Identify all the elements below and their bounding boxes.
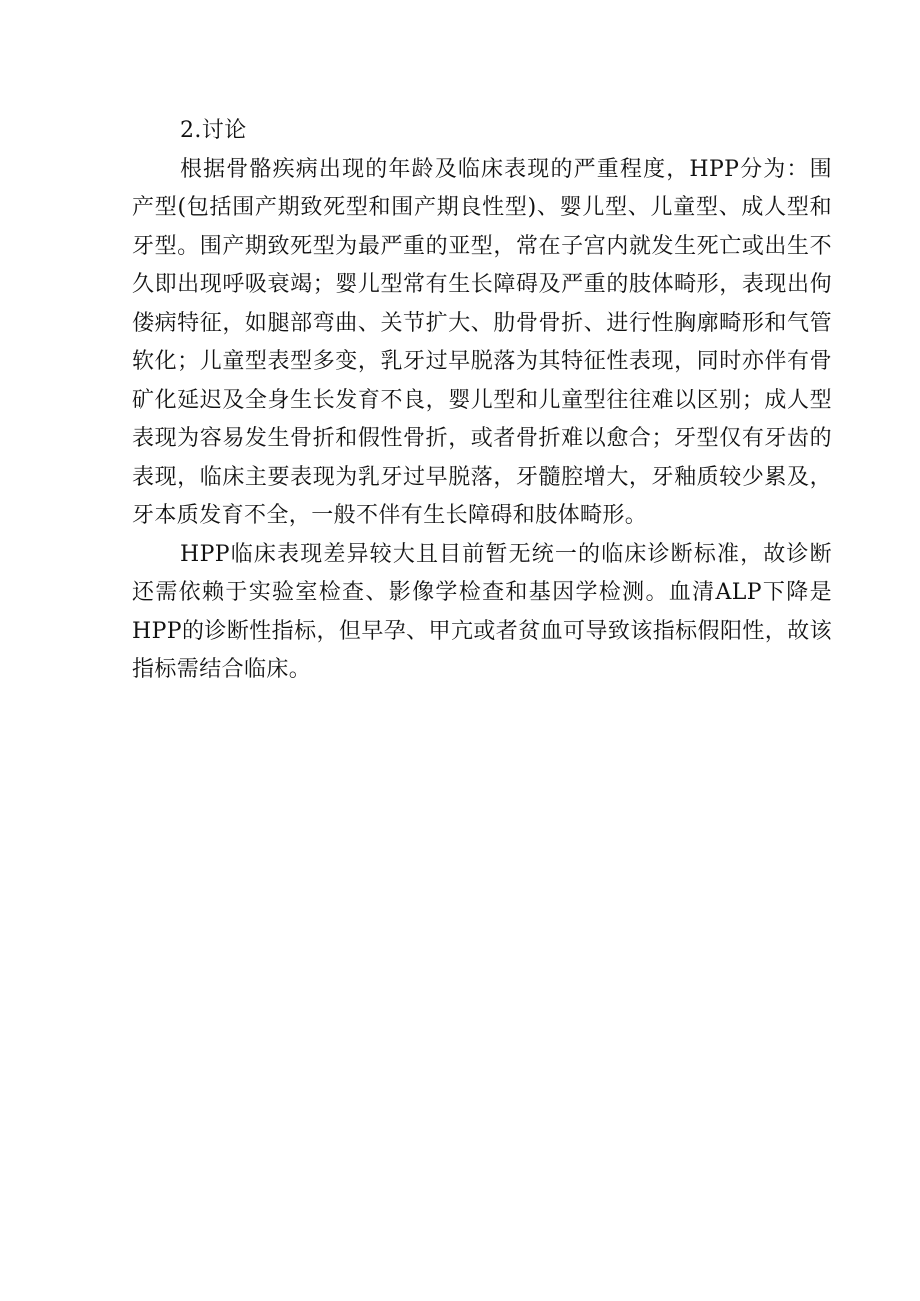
paragraph-classification: 根据骨骼疾病出现的年龄及临床表现的严重程度，HPP分为：围产型(包括围产期致死型和围产期良性型)、婴儿型、儿童型、成人型和牙型。围产期致死型为最严重的亚型，常在子宫内就发生死亡或出生不久即出现呼吸衰竭；婴儿型常有生长障碍及严重的肢体畸形，表现出佝偻病特征，如腿部弯曲、关节扩大、肋骨骨折、进行性胸廓畸形和气管软化；儿童型表型多变，乳牙过早脱落为其特征性表现，同时亦伴有骨矿化延迟及全身生长发育不良，婴儿型和儿童型往往难以区别；成人型表现为容易发生骨折和假性骨折，或者骨折难以愈合；牙型仅有牙齿的表现，临床主要表现为乳牙过早脱落，牙髓腔增大，牙釉质较少累及，牙本质发育不全，一般不伴有生长障碍和肢体畸形。: [132, 156, 832, 528]
document-body: [132, 112, 832, 690]
paragraph-diagnosis: HPP临床表现差异较大且目前暂无统一的临床诊断标准，故诊断还需依赖于实验室检查、影像学检查和基因学检测。血清ALP下降是HPP的诊断性指标，但早孕、甲亢或者贫血可导致该指标假阳性，故该指标需结合临床。: [132, 541, 832, 682]
section-heading: 2.讨论: [180, 118, 247, 143]
